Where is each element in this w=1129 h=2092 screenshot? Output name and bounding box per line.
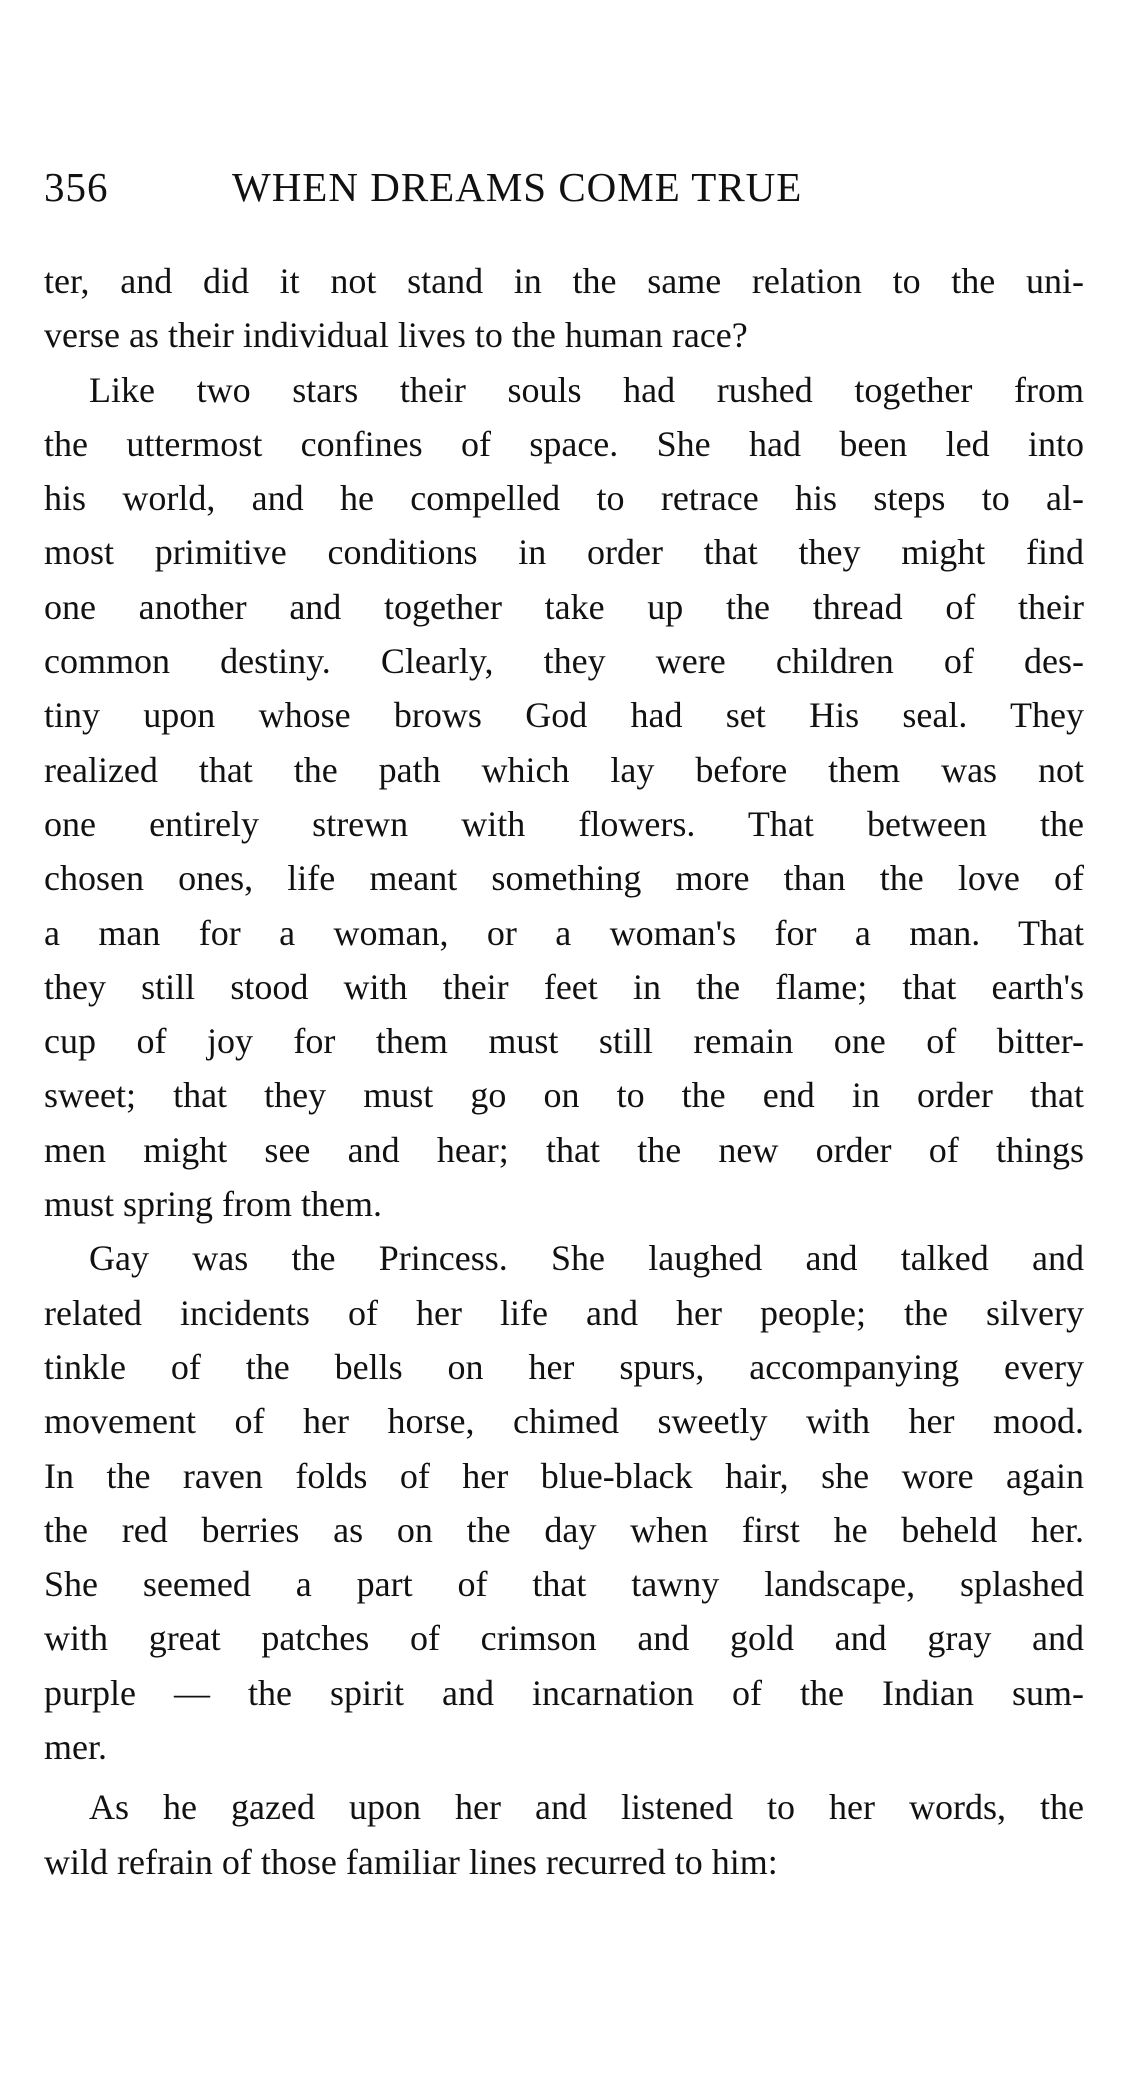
text-line: most primitive conditions in order that they might find bbox=[44, 532, 1084, 573]
text-line: Gay was the Princess. She laughed and talked and bbox=[89, 1238, 1084, 1279]
text-line: movement of her horse, chimed sweetly with her mood. bbox=[44, 1401, 1084, 1442]
text-line: with great patches of crimson and gold and gray and bbox=[44, 1618, 1084, 1659]
text-line: purple — the spirit and incarnation of the Indian sum- bbox=[44, 1672, 1084, 1713]
text-line: She seemed a part of that tawny landscape, splashed bbox=[44, 1564, 1084, 1605]
text-line: cup of joy for them must still remain one of bitter- bbox=[44, 1021, 1084, 1062]
running-head bbox=[44, 160, 1084, 214]
text-line: one another and together take up the thread of their bbox=[44, 586, 1084, 627]
text-line: they still stood with their feet in the flame; that earth's bbox=[44, 966, 1084, 1007]
text-line: related incidents of her life and her people; the silvery bbox=[44, 1292, 1084, 1333]
text-line: his world, and he compelled to retrace his steps to al- bbox=[44, 478, 1084, 519]
text-line: ter, and did it not stand in the same relation to the uni- bbox=[44, 261, 1084, 301]
text-line: tinkle of the bells on her spurs, accompanying every bbox=[44, 1346, 1084, 1387]
text-line: the red berries as on the day when first he beheld her. bbox=[44, 1509, 1084, 1550]
text-line: a man for a woman, or a woman's for a man. That bbox=[44, 912, 1084, 953]
text-line: verse as their individual lives to the human race? bbox=[44, 315, 748, 356]
text-line: one entirely strewn with flowers. That between the bbox=[44, 803, 1084, 844]
text-line: men might see and hear; that the new order of things bbox=[44, 1129, 1084, 1170]
text-line: mer. bbox=[44, 1727, 107, 1768]
text-line: Like two stars their souls had rushed together from bbox=[89, 369, 1084, 410]
paragraph bbox=[44, 1231, 1084, 1774]
page-number: 356 bbox=[44, 164, 109, 210]
text-line: tiny upon whose brows God had set His seal. They bbox=[44, 695, 1084, 736]
text-line: sweet; that they must go on to the end in order that bbox=[44, 1075, 1084, 1116]
paragraph bbox=[44, 1780, 1084, 1889]
running-title: WHEN DREAMS COME TRUE bbox=[232, 164, 803, 210]
text-line: As he gazed upon her and listened to her words, the bbox=[89, 1787, 1084, 1828]
text-line: common destiny. Clearly, they were children of des- bbox=[44, 641, 1084, 682]
text-line: must spring from them. bbox=[44, 1184, 382, 1225]
paragraph bbox=[44, 363, 1084, 1232]
text-line: realized that the path which lay before them was not bbox=[44, 749, 1084, 790]
text-line: wild refrain of those familiar lines recurred to him: bbox=[44, 1841, 778, 1882]
paragraph-continuation bbox=[44, 254, 1084, 363]
text-line: chosen ones, life meant something more than the love of bbox=[44, 858, 1084, 899]
text-line: the uttermost confines of space. She had been led into bbox=[44, 423, 1084, 464]
text-line: In the raven folds of her blue-black hair, she wore again bbox=[44, 1455, 1084, 1496]
body-text bbox=[44, 254, 1084, 1889]
